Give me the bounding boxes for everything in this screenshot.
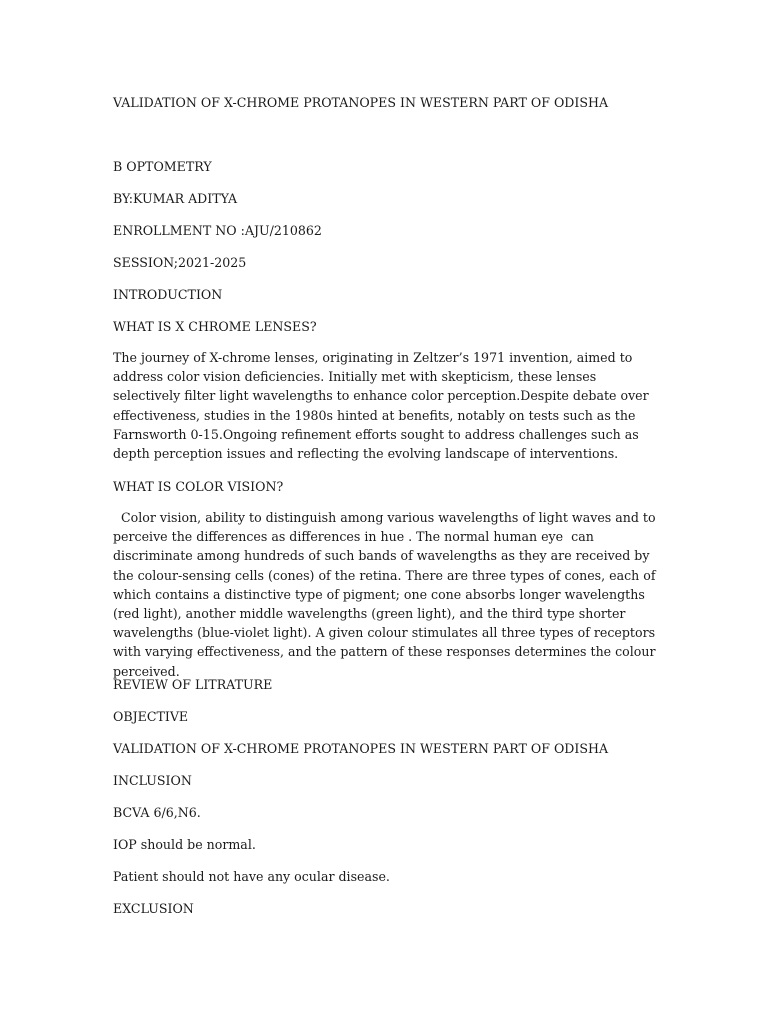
document-title: VALIDATION OF X-CHROME PROTANOPES IN WESTERN PART OF ODISHA	[113, 95, 609, 110]
color-vision-heading: WHAT IS COLOR VISION?	[113, 479, 284, 494]
session-line: SESSION;2021-2025	[113, 255, 247, 270]
introduction-heading: INTRODUCTION	[113, 287, 223, 302]
xchrome-heading: WHAT IS X CHROME LENSES?	[113, 319, 317, 334]
inclusion-heading: INCLUSION	[113, 773, 192, 788]
objective-text: VALIDATION OF X-CHROME PROTANOPES IN WESTERN PART OF ODISHA	[113, 741, 609, 756]
enrollment-line: ENROLLMENT NO :AJU/210862	[113, 223, 322, 238]
inclusion-item: IOP should be normal.	[113, 837, 256, 852]
xchrome-paragraph: The journey of X-chrome lenses, originating in Zeltzer’s 1971 invention, aimed to address color vision deficiencies. Initially met with skepticism, these lenses selectively filter light wavelengths to enhance color perception.Despite debate over effectiveness, studies in the 1980s hinted at benefits, notably on tests such as the Farnsworth 0-15.Ongoing refinement efforts sought to address challenges such as depth perception issues and reflecting the evolving landscape of interventions.	[113, 350, 649, 462]
exclusion-heading: EXCLUSION	[113, 901, 194, 916]
inclusion-item: BCVA 6/6,N6.	[113, 805, 201, 820]
color-vision-paragraph: Color vision, ability to distinguish among various wavelengths of light waves and to perceive the differences as differences in hue . The normal human eye can discriminate among hundreds of such bands of wavelengths as they are received by the colour-sensing cells (cones) of the retina. There are three types of cones, each of which contains a distinctive type of pigment; one cone absorbs longer wavelengths (red light), another middle wavelengths (green light), and the third type shorter wavelengths (blue-violet light). A given colour stimulates all three types of receptors with varying effectiveness, and the pattern of these responses determines the colour perceived.	[113, 510, 656, 679]
objective-heading: OBJECTIVE	[113, 709, 189, 724]
author-line: BY:KUMAR ADITYA	[113, 191, 238, 206]
review-heading: REVIEW OF LITRATURE	[113, 677, 273, 692]
inclusion-item: Patient should not have any ocular disease.	[113, 869, 390, 884]
course-name: B OPTOMETRY	[113, 159, 212, 174]
